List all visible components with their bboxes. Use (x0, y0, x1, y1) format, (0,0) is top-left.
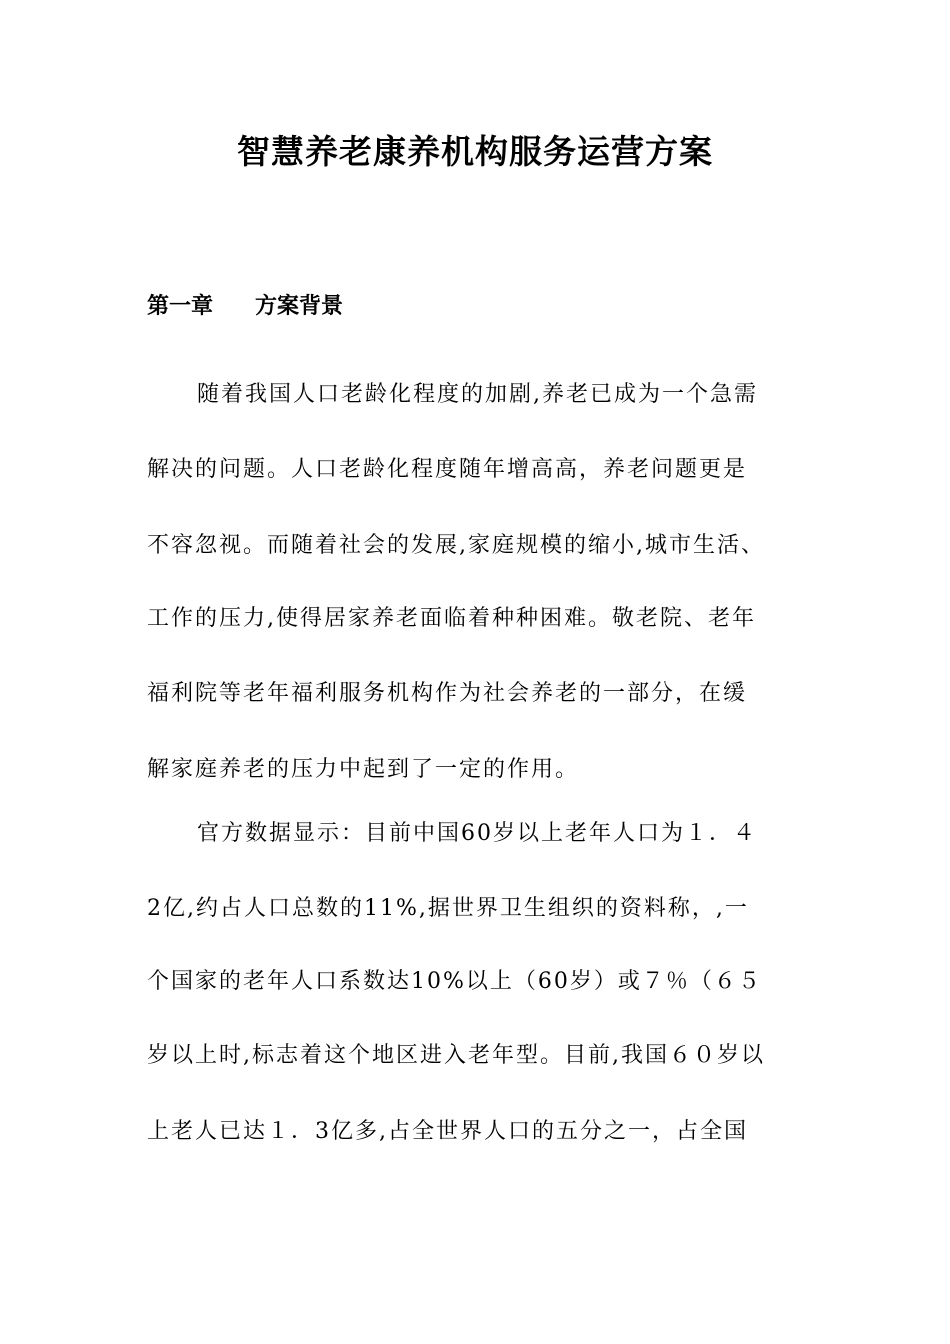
paragraph-line: 福利院等老年福利服务机构作为社会养老的一部分，在缓 (147, 681, 748, 706)
paragraph-line: 上老人已达１．3亿多,占全世界人口的五分之一，占全国 (147, 1119, 748, 1144)
paragraph-line: 解家庭养老的压力中起到了一定的作用。 (147, 757, 580, 782)
paragraph-line: 解决的问题。人口老龄化程度随年增高高，养老问题更是 (147, 457, 748, 482)
paragraph-line: 官方数据显示：目前中国60岁以上老年人口为１．４ (197, 821, 757, 846)
paragraph-line: 随着我国人口老龄化程度的加剧,养老已成为一个急需 (197, 382, 758, 407)
paragraph-line: 个国家的老年人口系数达10%以上（60岁）或７％（６５ (147, 969, 762, 994)
paragraph-line: 岁以上时,标志着这个地区进入老年型。目前,我国６０岁以 (147, 1043, 765, 1068)
paragraph-line: 工作的压力,使得居家养老面临着种种困难。敬老院、老年 (147, 606, 756, 631)
chapter-title: 方案背景 (255, 293, 344, 319)
chapter-number: 第一章 (147, 293, 214, 319)
paragraph-line: 不容忽视。而随着社会的发展,家庭规模的缩小,城市生活、 (147, 533, 765, 558)
paragraph-line: 2亿,约占人口总数的11%,据世界卫生组织的资料称，,一 (147, 896, 749, 921)
chapter-heading (147, 290, 343, 322)
document-title: 智慧养老康养机构服务运营方案 (237, 132, 713, 171)
